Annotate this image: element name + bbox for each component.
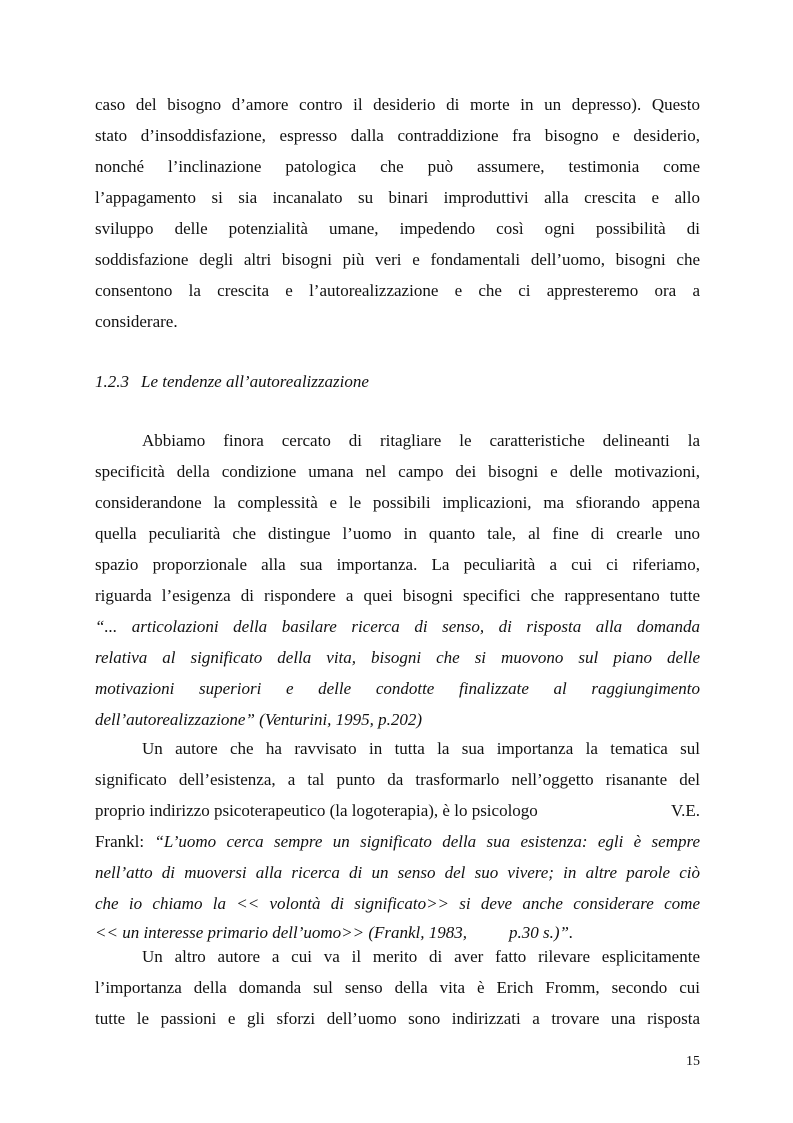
quote-line: motivazioni superiori e delle condotte finalizzate al raggiungimento [95, 679, 700, 698]
text-line: quella peculiarità che distingue l’uomo in quanto tale, al fine di crearle uno [95, 524, 700, 543]
quote-line: che io chiamo la << volontà di significato>> si deve anche considerare come [95, 894, 700, 913]
quote-segment: p.30 s.)”. [509, 923, 574, 942]
text-line: caso del bisogno d’amore contro il desiderio di morte in un depresso). Questo [95, 95, 700, 114]
text-line: considerandone la complessità e le possibili implicazioni, ma sfiorando appena [95, 493, 700, 512]
text-line: stato d’insoddisfazione, espresso dalla contraddizione fra bisogno e desiderio, [95, 126, 700, 145]
text-line: Abbiamo finora cercato di ritagliare le caratteristiche delineanti la [142, 431, 700, 450]
text-line [95, 795, 700, 826]
page-number: 15 [686, 1054, 700, 1069]
quote-line: nell’atto di muoversi alla ricerca di un senso del suo vivere; in altre parole ciò [95, 863, 700, 882]
text-line: soddisfazione degli altri bisogni più veri e fondamentali dell’uomo, bisogni che [95, 250, 700, 269]
section-number: 1.2.3 [95, 372, 129, 391]
text-line: consentono la crescita e l’autorealizzazione e che ci appresteremo ora a [95, 281, 700, 300]
text-segment: V.E. [671, 801, 700, 820]
text-line: tutte le passioni e gli sforzi dell’uomo sono indirizzati a trovare una risposta [95, 1009, 700, 1028]
quote-segment: “L’uomo cerca sempre un significato della sua esistenza: egli è sempre [154, 832, 701, 851]
text-line: l’importanza della domanda sul senso della vita è Erich Fromm, secondo cui [95, 978, 700, 997]
quote-line: dell’autorealizzazione” (Venturini, 1995, p.202) [95, 710, 423, 729]
text-line [95, 826, 700, 857]
section-heading [95, 366, 369, 397]
text-line: nonché l’inclinazione patologica che può assumere, testimonia come [95, 157, 700, 176]
text-segment: Frankl: [95, 832, 155, 851]
text-line: sviluppo delle potenzialità umane, impedendo così ogni possibilità di [95, 219, 700, 238]
section-title: Le tendenze all’autorealizzazione [141, 372, 369, 391]
text-line: l’appagamento si sia incanalato su binari improduttivi alla crescita e allo [95, 188, 700, 207]
quote-line: “... articolazioni della basilare ricerca di senso, di risposta alla domanda [95, 617, 700, 636]
quote-segment: << un interesse primario dell’uomo>> (Frankl, 1983, [95, 923, 467, 942]
text-line: specificità della condizione umana nel campo dei bisogni e delle motivazioni, [95, 462, 700, 481]
text-line: considerare. [95, 312, 178, 331]
text-line: significato dell’esistenza, a tal punto da trasformarlo nell’oggetto risanante del [95, 770, 700, 789]
quote-line: relativa al significato della vita, bisogni che si muovono sul piano delle [95, 648, 700, 667]
text-line: spazio proporzionale alla sua importanza. La peculiarità a cui ci riferiamo, [95, 555, 700, 574]
text-line: Un autore che ha ravvisato in tutta la sua importanza la tematica sul [142, 739, 700, 758]
text-segment: proprio indirizzo psicoterapeutico (la logoterapia), è lo psicologo [95, 801, 538, 820]
text-line: riguarda l’esigenza di rispondere a quei bisogni specifici che rappresentano tutte [95, 586, 700, 605]
text-line: Un altro autore a cui va il merito di aver fatto rilevare esplicitamente [142, 947, 700, 966]
